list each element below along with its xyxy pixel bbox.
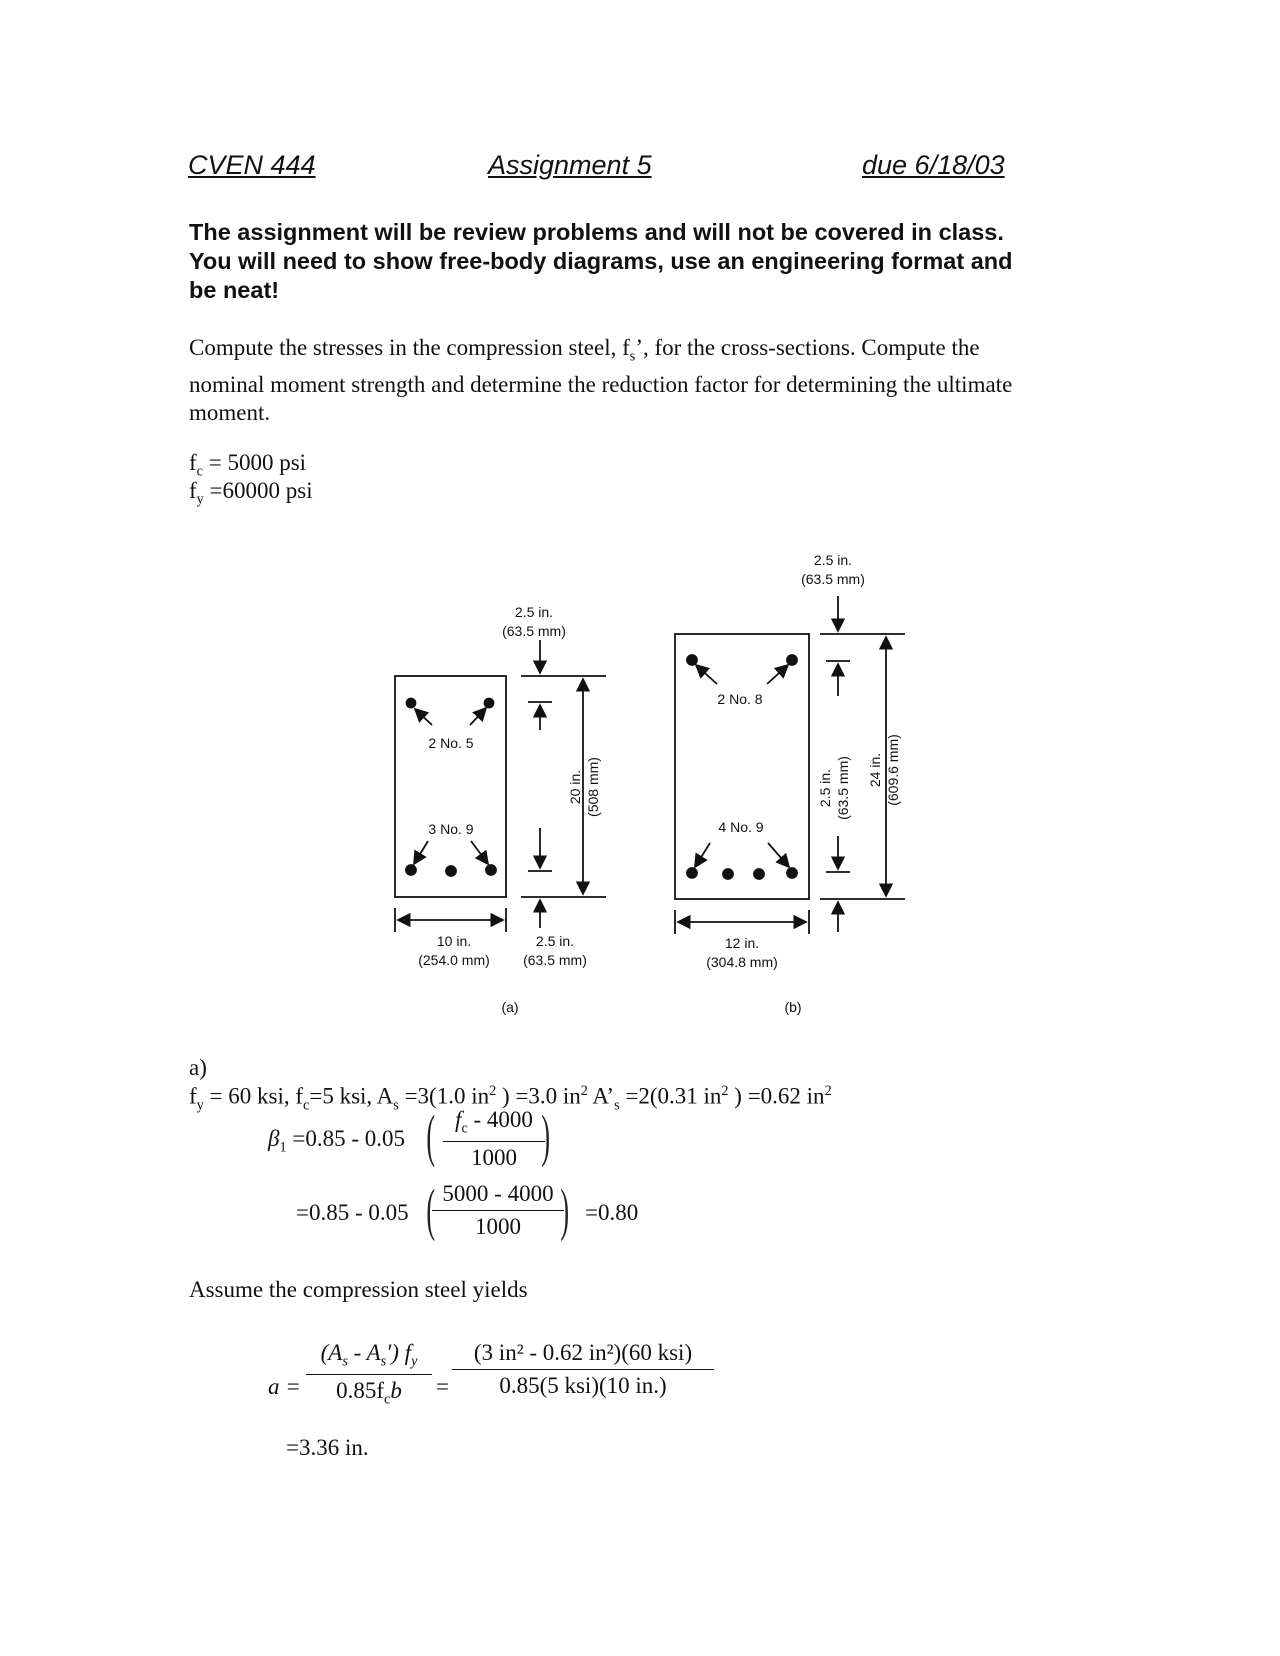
a-top-bars: 2 No. 5 [428, 735, 474, 751]
instruction-line: The assignment will be review problems and will not be covered in class. [189, 219, 1004, 245]
beam-a-outline [395, 676, 506, 897]
bottom-bar-b-3 [754, 869, 764, 879]
assignment-title: Assignment 5 [488, 150, 652, 180]
a-result: =3.36 in. [286, 1435, 369, 1460]
a-equals: = [436, 1374, 449, 1399]
b-depth-mm: (609.6 mm) [885, 734, 901, 806]
given-fc: $f_c = 5000$ psi [189, 450, 307, 480]
bottom-bar-a-1 [406, 865, 416, 875]
top-bar-a-left [407, 699, 416, 708]
beta-equation-2: =0.85 - 0.05 [296, 1200, 409, 1225]
assumption: Assume the compression steel yields [189, 1277, 528, 1302]
b-bottom-cover-mm: (63.5 mm) [835, 756, 851, 820]
given-fy: $f_y =60000$ psi [189, 478, 313, 508]
instruction-line: be neat! [189, 277, 280, 303]
paren-right: ) [541, 1103, 551, 1168]
beta-fraction-1: $f_c - 4000$ 1000 [443, 1107, 545, 1171]
top-bar-b-left [687, 655, 697, 665]
b-label: (b) [784, 999, 802, 1015]
a-lhs: a = [268, 1374, 301, 1399]
a-width: 10 in. [436, 933, 472, 949]
bottom-bar-a-2 [446, 866, 456, 876]
a-bottom-cover: 2.5 in. [535, 933, 575, 949]
task-text: moment. [189, 399, 271, 425]
bottom-bar-b-2 [723, 869, 733, 879]
bottom-bar-b-1 [687, 868, 697, 878]
b-bottom-bars: 4 No. 9 [718, 819, 764, 835]
instruction-line: You will need to show free-body diagrams, use an engineering format and [189, 248, 1013, 274]
paren-left: ( [426, 1177, 436, 1242]
paren-left: ( [426, 1103, 436, 1168]
b-width: 12 in. [724, 935, 760, 951]
a-depth: 20 in. [567, 769, 583, 805]
a-fraction-2: (3 in² - 0.62 in²)(60 ksi) 0.85(5 ksi)(10 in.) [452, 1340, 714, 1399]
a-bottom-cover-mm: (63.5 mm) [523, 952, 587, 968]
beta-fraction-2: 5000 - 4000 1000 [432, 1181, 564, 1240]
beta-result: =0.80 [585, 1200, 639, 1225]
task-text: ’, for the cross-sections. Compute the [635, 335, 980, 360]
a-width-mm: (254.0 mm) [418, 952, 490, 968]
b-depth: 24 in. [867, 752, 883, 788]
top-bar-b-right [787, 655, 797, 665]
a-top-cover: 2.5 in. [514, 604, 554, 620]
course-code: CVEN 444 [188, 150, 316, 180]
b-width-mm: (304.8 mm) [706, 954, 778, 970]
task-text: nominal moment strength and determine the reduction factor for determining the ultimate [189, 371, 1013, 397]
task-sub: s [629, 348, 636, 365]
bottom-bar-b-4 [787, 868, 797, 878]
paren-right: ) [560, 1177, 570, 1242]
b-bottom-cover: 2.5 in. [817, 768, 833, 808]
b-top-cover: 2.5 in. [813, 552, 853, 568]
due-date: due 6/18/03 [862, 150, 1005, 180]
task-text: Compute the stresses in the compression steel, f [189, 335, 630, 360]
a-label: (a) [501, 999, 519, 1015]
beta-equation: $\beta_1 =0.85 - 0.05$ [268, 1126, 405, 1156]
part-label: a) [189, 1055, 207, 1080]
a-top-cover-mm: (63.5 mm) [502, 623, 566, 639]
a-bottom-bars: 3 No. 9 [428, 821, 474, 837]
top-bar-a-right [485, 699, 494, 708]
given-properties: $f_y = 60$ ksi, $f_c=5$ ksi, $A_s =3(1.0$ $in^2$ ) =3.0 $in^2$ $A’_s =2(0.31$ $in^2$ ) =0.62 $in^2$ [189, 1083, 832, 1114]
b-top-cover-mm: (63.5 mm) [801, 571, 865, 587]
a-fraction-1: $(A_s - A_s')$ $f_y$ $0.85f_cb$ [306, 1340, 432, 1408]
b-top-bars: 2 No. 8 [717, 691, 763, 707]
bottom-bar-a-3 [486, 865, 496, 875]
a-depth-mm: (508 mm) [585, 757, 601, 817]
beam-b-outline [675, 634, 809, 899]
